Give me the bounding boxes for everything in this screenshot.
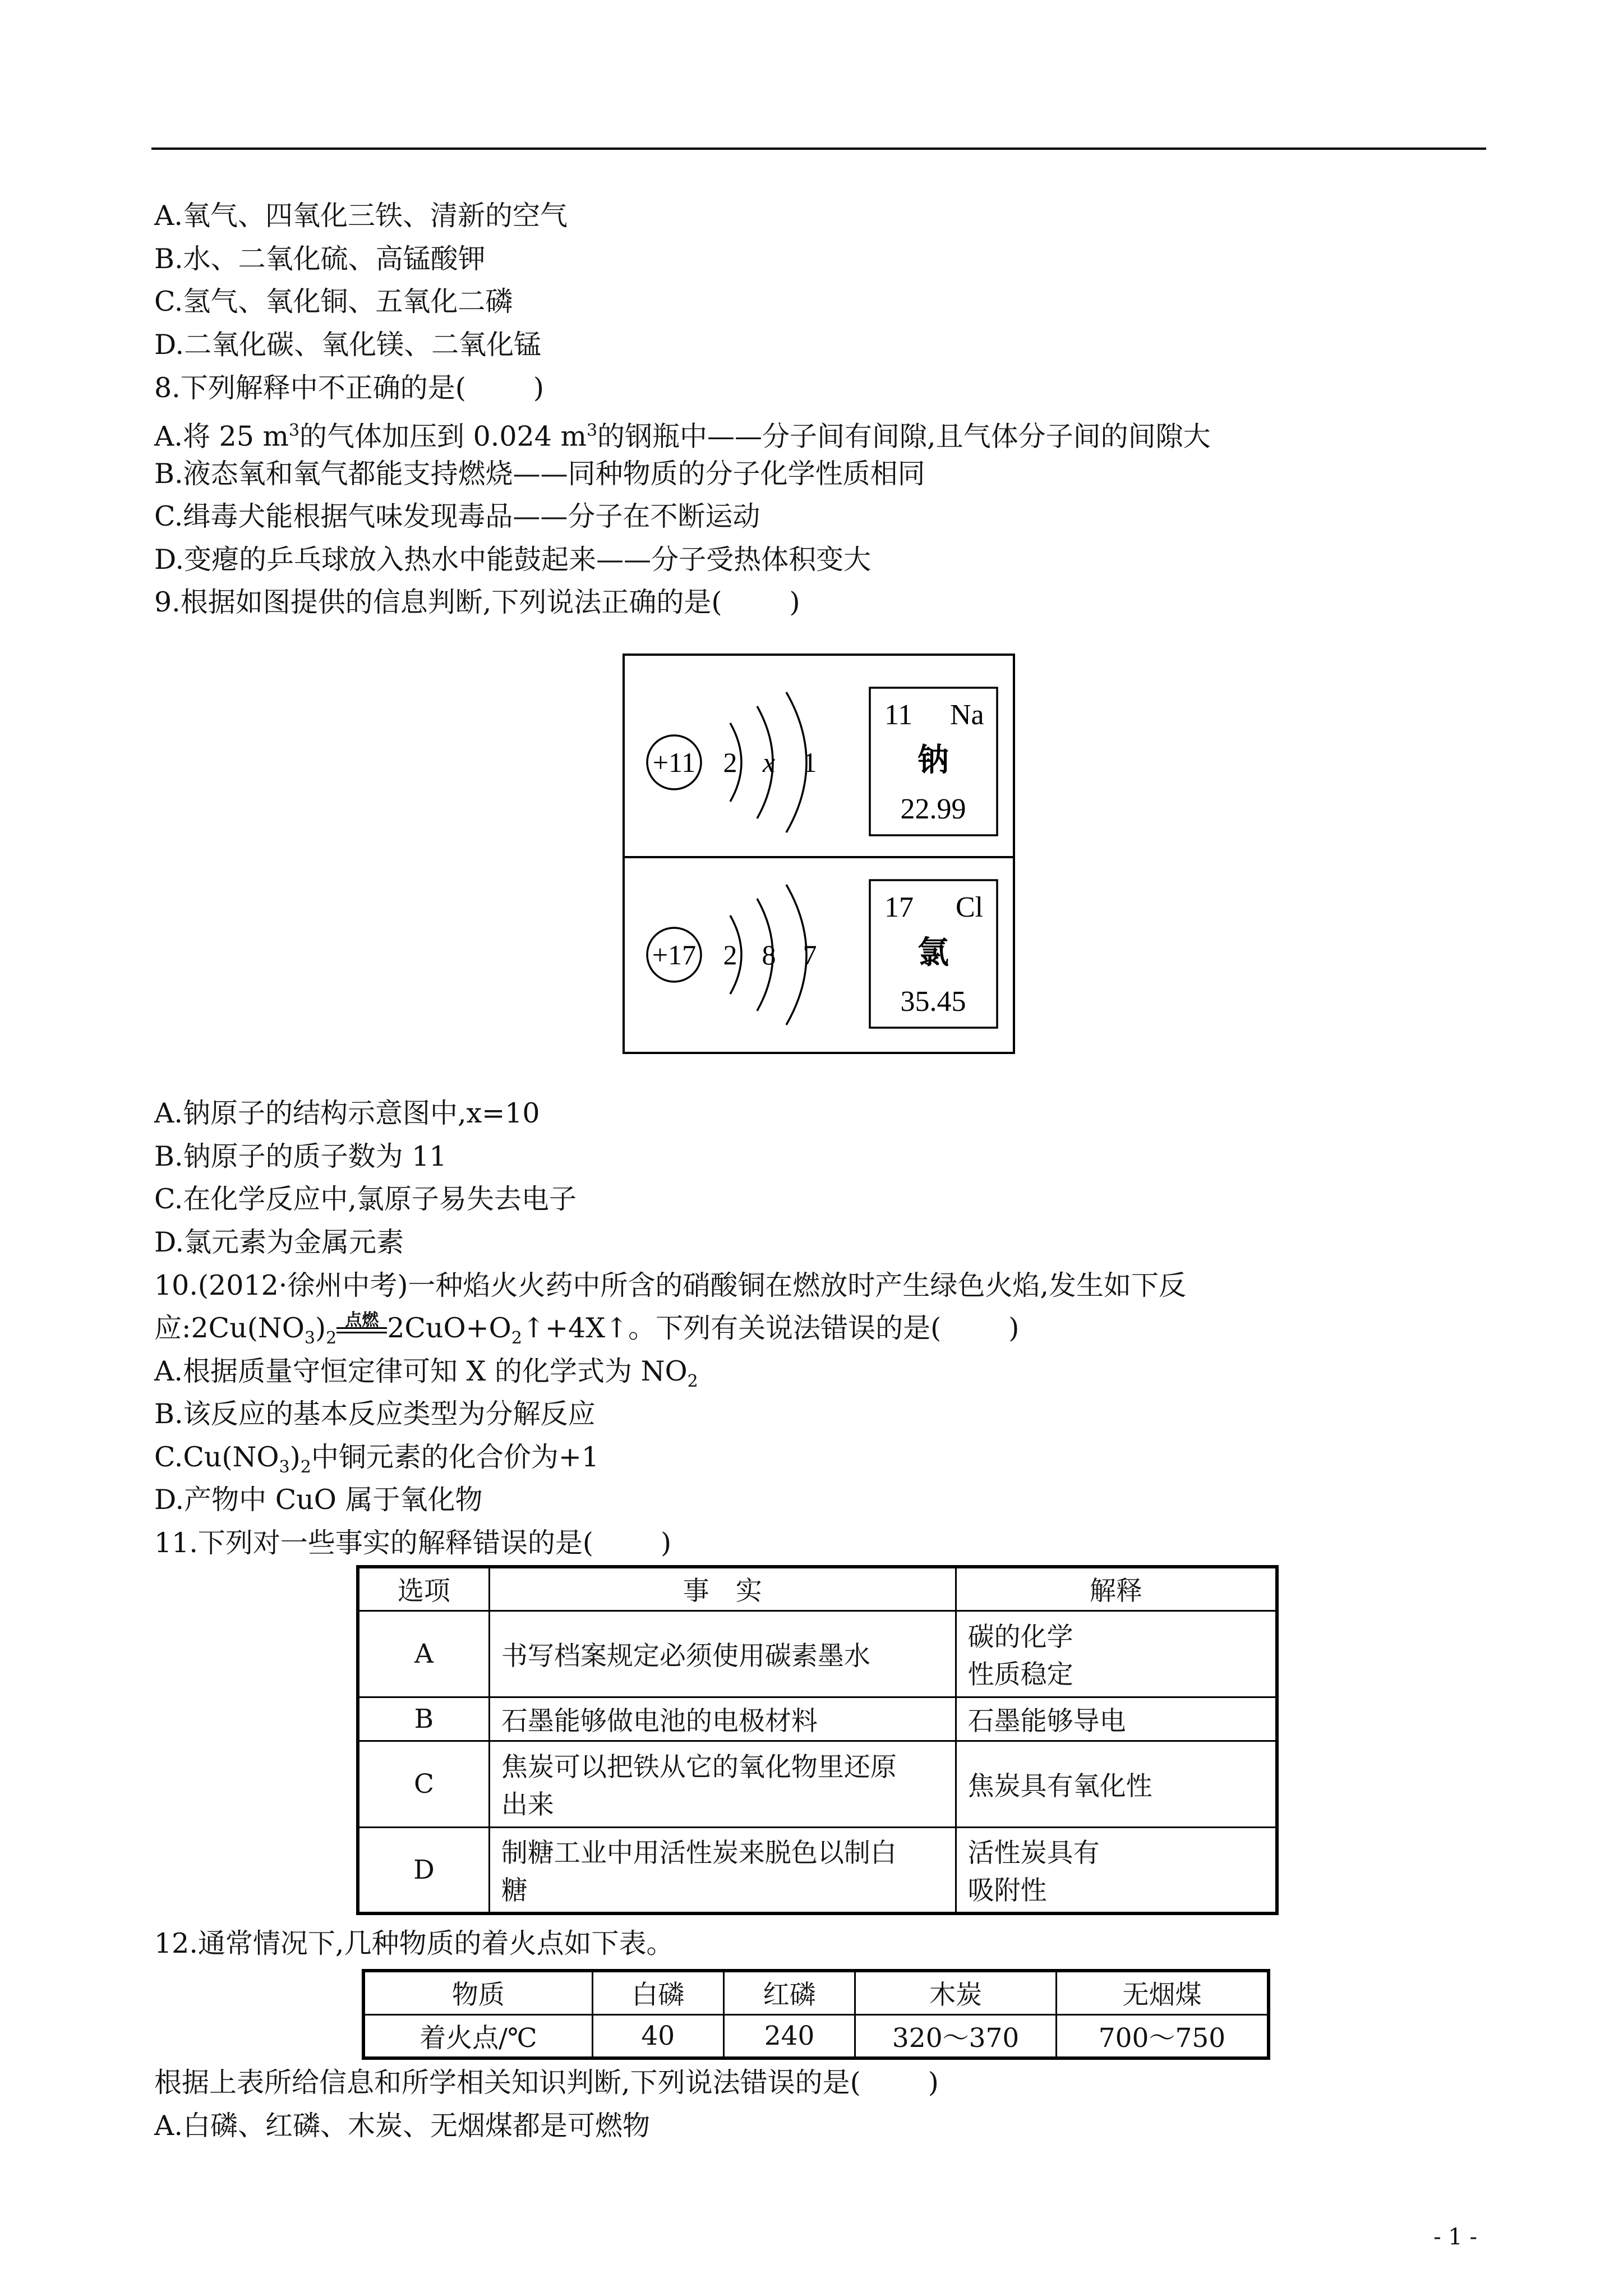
table-header-row: 物质 白磷 红磷 木炭 无烟煤 xyxy=(363,1971,1269,2014)
page-number: - 1 - xyxy=(1433,2224,1477,2250)
q7-option-b: B.水、二氧化硫、高锰酸钾 xyxy=(154,243,486,275)
reaction-arrow: 点燃 xyxy=(336,1312,387,1345)
cl-symbol: Cl xyxy=(956,891,984,923)
table-row: C 焦炭可以把铁从它的氧化物里还原 出来 焦炭具有氧化性 xyxy=(358,1741,1277,1827)
cl-shell-1-count: 2 xyxy=(723,939,737,970)
table-row: B 石墨能够做电池的电极材料 石墨能够导电 xyxy=(358,1697,1277,1741)
q8-option-b: B.液态氧和氧气都能支持燃烧——同种物质的分子化学性质相同 xyxy=(154,458,925,490)
q10-stem-line2: 应$:2Cu(NO_3)_2$ 点燃 $2CuO+O_2↑+4X↑$。下列有关说法错误的是( ) xyxy=(154,1310,1020,1348)
header-rule xyxy=(151,148,1486,150)
na-shell-1-count: 2 xyxy=(723,747,737,778)
q8-option-c: C.缉毒犬能根据气味发现毒品——分子在不断运动 xyxy=(154,500,760,532)
na-symbol: Na xyxy=(950,699,984,731)
q11-stem: 11.下列对一些事实的解释错误的是( ) xyxy=(154,1527,672,1559)
na-atomic-number: 11 xyxy=(884,699,913,731)
q7-option-c: C.氢气、氧化铜、五氧化二磷 xyxy=(154,286,513,318)
cl-shell-3-count: 7 xyxy=(803,939,817,970)
q9-option-a: A.钠原子的结构示意图中,x=10 xyxy=(154,1097,540,1129)
q9-option-b: B.钠原子的质子数为 11 xyxy=(154,1140,447,1172)
na-shell-3-count: 1 xyxy=(803,747,817,778)
q10-option-a: A.根据质量守恒定律可知 X 的化学式为 $NO_2$ xyxy=(154,1355,698,1391)
header-explanation: 解释 xyxy=(956,1567,1277,1611)
header-option: 选项 xyxy=(358,1567,489,1611)
table-row: A 书写档案规定必须使用碳素墨水 碳的化学 性质稳定 xyxy=(358,1611,1277,1697)
atom-structure-figure xyxy=(623,654,1015,1054)
cl-nucleus-label: +17 xyxy=(652,939,697,970)
table-row: 着火点/℃ 40 240 320～370 700～750 xyxy=(363,2014,1269,2058)
q8-option-d: D.变瘪的乒乓球放入热水中能鼓起来——分子受热体积变大 xyxy=(154,544,872,576)
cl-shell-2-count: 8 xyxy=(762,939,776,970)
q10-stem-line1: 10.(2012·徐州中考)一种焰火火药中所含的硝酸铜在燃放时产生绿色火焰,发生如下反 xyxy=(154,1269,1187,1301)
q10-option-b: B.该反应的基本反应类型为分解反应 xyxy=(154,1398,596,1430)
q12-table xyxy=(362,1969,1270,2060)
table-row: D 制糖工业中用活性炭来脱色以制白 糖 活性炭具有 吸附性 xyxy=(358,1827,1277,1913)
q7-option-a: A.氧气、四氧化三铁、清新的空气 xyxy=(154,200,568,232)
q12-follow-question: 根据上表所给信息和所学相关知识判断,下列说法错误的是( ) xyxy=(154,2067,939,2099)
q10-option-d: D.产物中 CuO 属于氧化物 xyxy=(154,1484,483,1516)
na-shell-2-count: x xyxy=(762,747,776,778)
q7-option-d: D.二氧化碳、氧化镁、二氧化锰 xyxy=(154,329,542,361)
q9-option-d: D.氯元素为金属元素 xyxy=(154,1226,404,1258)
q12-option-a: A.白磷、红磷、木炭、无烟煤都是可燃物 xyxy=(154,2110,650,2142)
cl-atomic-number: 17 xyxy=(884,891,914,923)
q12-stem: 12.通常情况下,几种物质的着火点如下表。 xyxy=(154,1927,674,1959)
na-name: 钠 xyxy=(917,742,949,779)
q11-table xyxy=(356,1565,1279,1915)
atom-diagram-svg xyxy=(625,656,1013,1052)
header-fact: 事 实 xyxy=(489,1567,956,1611)
q8-stem: 8.下列解释中不正确的是( ) xyxy=(154,372,544,404)
q9-option-c: C.在化学反应中,氯原子易失去电子 xyxy=(154,1183,577,1215)
cl-mass: 35.45 xyxy=(900,986,966,1018)
na-nucleus-label: +11 xyxy=(652,747,696,778)
na-mass: 22.99 xyxy=(900,793,966,825)
q10-option-c: $C.Cu(NO_3)_2$中铜元素的化合价为+1 xyxy=(154,1441,600,1477)
cl-name: 氯 xyxy=(917,935,949,971)
q8-option-a: A.将 25 $m^3$的气体加压到 0.024 $m^3$的钢瓶中——分子间有间隙,且气体分子间的间隙大 xyxy=(154,420,1211,453)
q9-stem: 9.根据如图提供的信息判断,下列说法正确的是( ) xyxy=(154,586,800,618)
table-header-row xyxy=(358,1567,1277,1611)
